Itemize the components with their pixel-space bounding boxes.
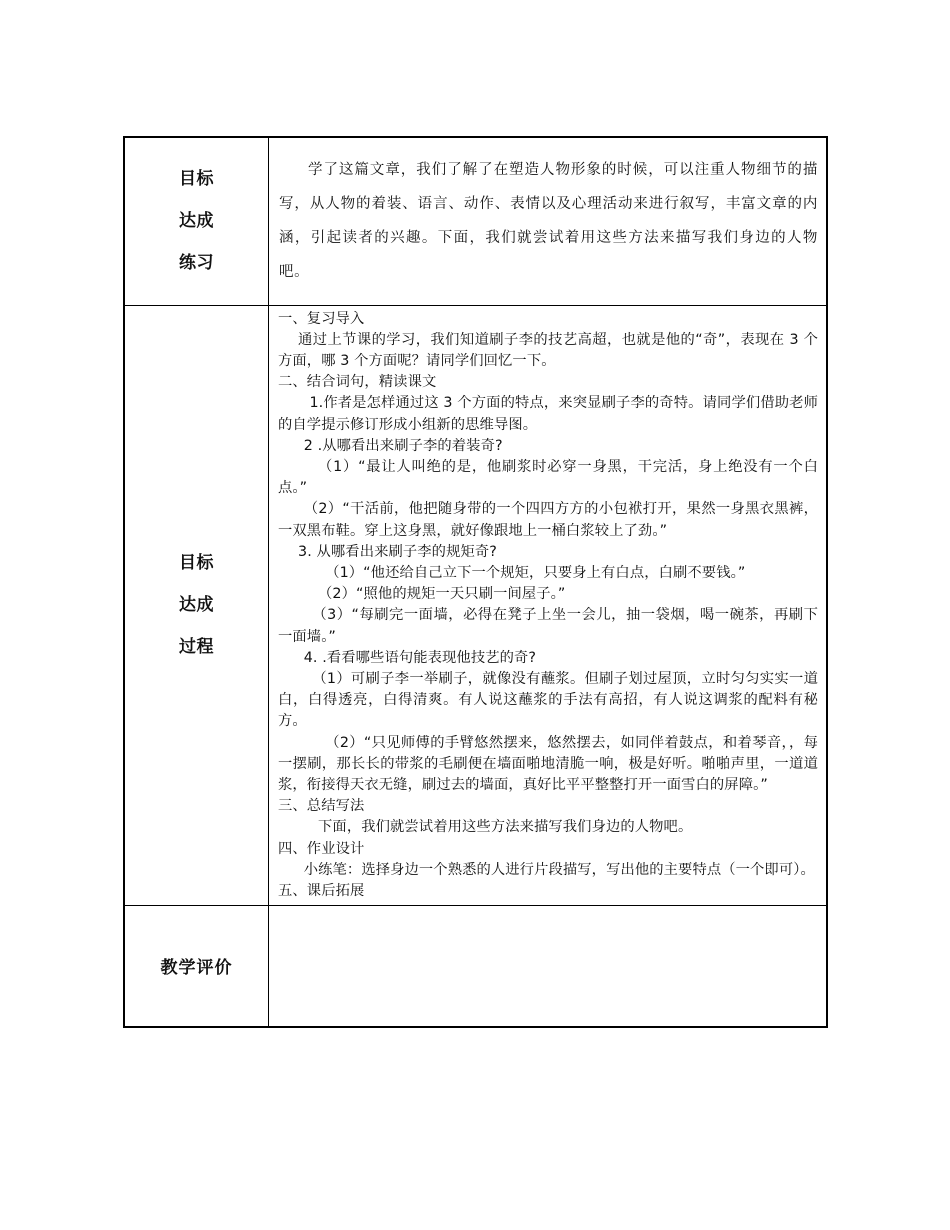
homework-paragraph: 小练笔：选择身边一个熟悉的人进行片段描写，写出他的主要特点（一个即可）。 (303, 861, 815, 878)
practice-label-line-2: 达成 (179, 211, 214, 232)
process-label-line-2: 达成 (179, 595, 214, 615)
practice-label-line-1: 目标 (179, 169, 214, 190)
process-label-line-1: 目标 (179, 553, 214, 573)
practice-row (124, 137, 827, 305)
reading-item-3-heading: 3. 从哪看出来刷子李的规矩奇? (298, 543, 497, 560)
reading-item-1: 1.作者是怎样通过这 3 个方面的特点，来突显刷子李的奇特。请同学们借助老师的自学提示修订形成小组新的思维导图。 (278, 395, 818, 433)
section-heading-extension: 五、课后拓展 (278, 882, 365, 899)
skill-quote-1: （1）可刷子李一举刷子，就像没有蘸浆。但刷子划过屋顶，立时匀匀实实一道白，白得透亮，白得清爽。有人说这蘸浆的手法有高招，有人说这调浆的配料有秘方。 (278, 670, 818, 730)
evaluation-label: 教学评价 (124, 905, 269, 1027)
review-paragraph: 通过上节课的学习，我们知道刷子李的技艺高超，也就是他的“奇”，表现在 3 个方面，哪 3 个方面呢？请同学们回忆一下。 (278, 331, 818, 369)
clothing-quote-2: （2）“干活前，他把随身带的一个四四方方的小包袱打开，果然一身黑衣黑裤，一双黑布鞋。穿上这身黑，就好像跟地上一桶白浆较上了劲。” (278, 501, 818, 539)
practice-content-cell (269, 137, 828, 305)
process-label-line-3: 过程 (179, 637, 214, 657)
process-row (124, 305, 827, 905)
lesson-plan-table (123, 136, 828, 1028)
practice-label-line-3: 练习 (179, 253, 214, 274)
rules-quote-3: （3）“每刷完一面墙，必得在凳子上坐一会儿，抽一袋烟，喝一碗茶，再刷下一面墙。” (278, 607, 818, 645)
evaluation-row (124, 905, 827, 1027)
practice-label-cell (124, 137, 269, 305)
section-heading-summary: 三、总结写法 (278, 798, 365, 815)
process-label-cell (124, 305, 269, 905)
rules-quote-1: （1）“他还给自己立下一个规矩，只要身上有白点，白刷不要钱。” (325, 564, 746, 581)
reading-item-4-heading: 4. .看看哪些语句能表现他技艺的奇? (303, 649, 537, 666)
section-heading-review: 一、复习导入 (278, 310, 365, 327)
reading-item-2-heading: 2 .从哪看出来刷子李的着装奇? (303, 437, 503, 454)
practice-text: 学了这篇文章，我们了解了在塑造人物形象的时候，可以注重人物细节的描写，从人物的着装、语言、动作、表情以及心理活动来进行叙写，丰富文章的内涵，引起读者的兴趣。下面，我们就尝试着用这些方法来描写我们身边的人物吧。 (279, 162, 818, 281)
skill-quote-2: （2）“只见师傅的手臂悠然摆来，悠然摆去，如同伴着鼓点，和着琴音，，每一摆刷，那长长的带浆的毛刷便在墙面啪地清脆一响，极是好听。啪啪声里，一道道浆，衔接得天衣无缝，刷过去的墙面，真好比平平整整打开一面雪白的屏障。” (278, 734, 818, 793)
process-content-cell (269, 305, 828, 905)
clothing-quote-1: （1）“最让人叫绝的是，他刷浆时必穿一身黑，干完活，身上绝没有一个白点。” (278, 458, 818, 497)
summary-paragraph: 下面，我们就尝试着用这些方法来描写我们身边的人物吧。 (318, 819, 693, 836)
section-heading-homework: 四、作业设计 (278, 840, 365, 857)
rules-quote-2: （2）“照他的规矩一天只刷一间屋子。” (318, 586, 566, 603)
evaluation-content-cell (269, 905, 828, 1027)
section-heading-reading: 二、结合词句，精读课文 (278, 374, 437, 391)
